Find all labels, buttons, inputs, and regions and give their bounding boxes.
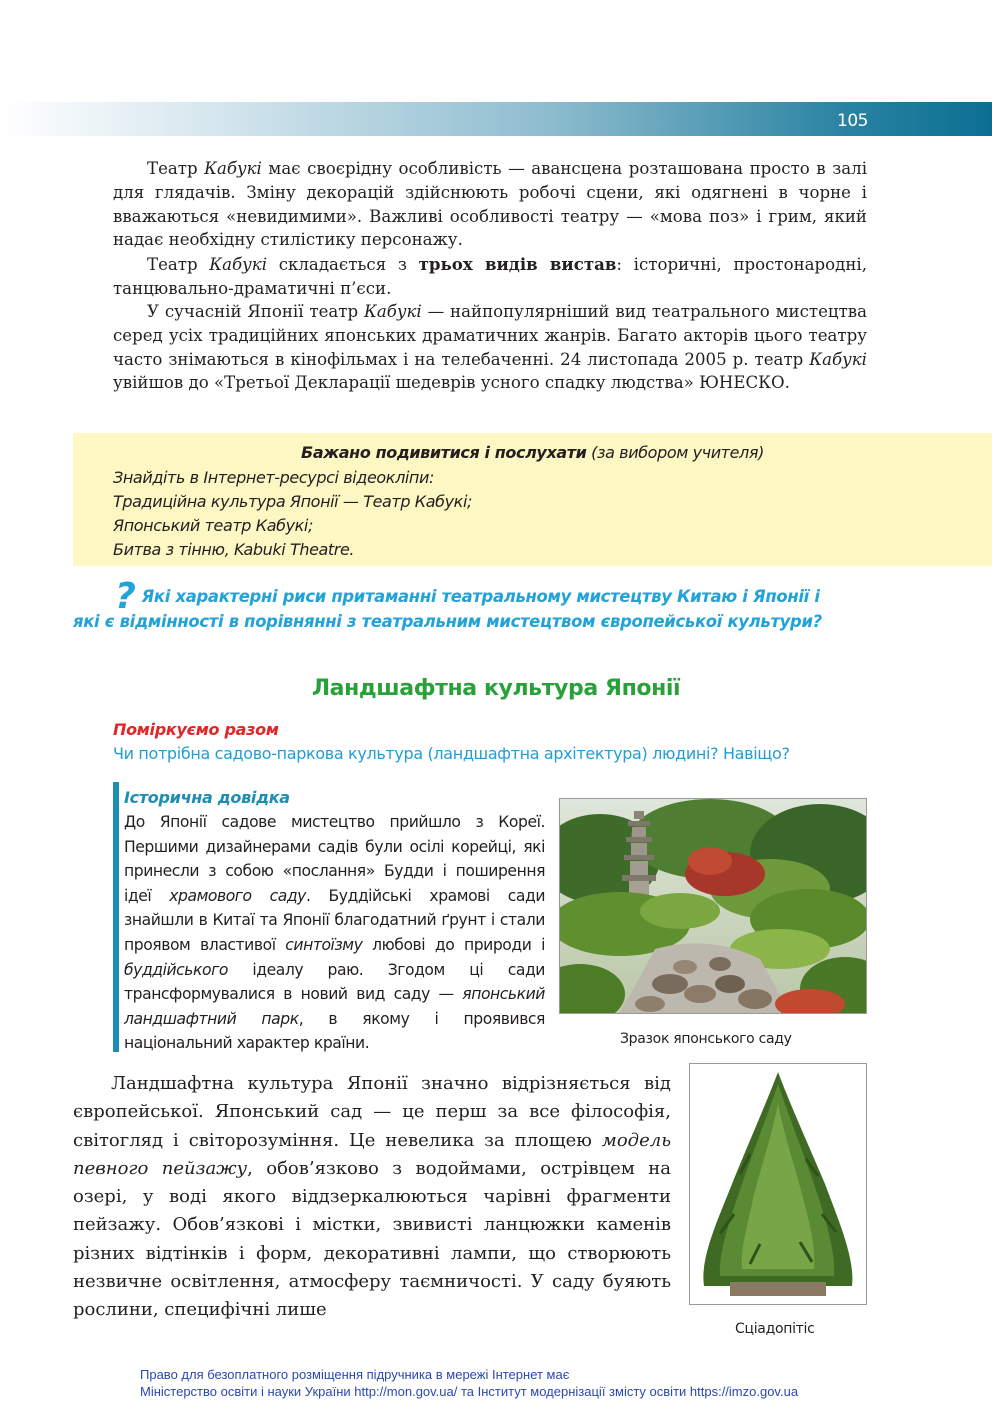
watch-box-line: Традиційна культура Японії — Театр Кабукі;: [113, 492, 472, 511]
watch-box-line: Знайдіть в Інтернет-ресурсі відеокліпи:: [113, 468, 434, 487]
garden-photo-caption: Зразок японського саду: [620, 1031, 792, 1047]
footer-line-2[interactable]: Міністерство освіти і науки України http://mon.gov.ua/ та Інститут модернізації змісту освіти https://imzo.gov.ua: [140, 1383, 799, 1399]
think-together-question: Чи потрібна садово-паркова культура (ландшафтна архітектура) людині? Навіщо?: [113, 744, 790, 763]
history-note-text: До Японії садове мистецтво прийшло з Кореї. Першими дизайнерами садів були осілі корейці, які принесли з собою «послання» Будди і поширення ідеї храмового саду. Буддійські храмові сади знайшли в Китаї та Японії благодатний ґрунт і стали проявом властивої синтоїзму любові до природи і буддійського ідеалу раю. Згодом ці сади трансформувалися в новий вид саду — японський ландшафтний парк, в якому і проявився національний характер країни.: [124, 813, 546, 1053]
japanese-garden-photo: [559, 798, 867, 1014]
landscape-paragraph: Ландшафтна культура Японії значно відрізняється від європейської. Японський сад — це перш за все філософія, світогляд і світорозуміння. Це невелика за площею модель певного пейзажу, обов’язково з водоймами, острівцем на озері, у воді якого віддзеркалюються чарівні фрагменти пейзажу. Обов’язкові і містки, звивисті ланцюжки каменів різних відтінків і форм, декоративні лампи, що створюють незвичне освітлення, атмосферу таємничості. У саду буяють рослини, специфічні лише: [73, 1073, 671, 1321]
tree-photo-caption: Сціадопітіс: [735, 1321, 815, 1337]
section-heading: Ландшафтна культура Японії: [311, 676, 681, 701]
watch-box-line: Битва з тінню, Kabuki Theatre.: [113, 540, 355, 559]
watch-and-listen-box: [73, 433, 992, 566]
kabuki-paragraph-2: Театр Кабукі складається з трьох видів вистав: історичні, простонародні, танцювально-драматичні п’єси.: [113, 254, 868, 298]
history-note-title: Історична довідка: [124, 788, 290, 807]
kabuki-paragraph-3: У сучасній Японії театр Кабукі — найпопулярніший вид театрального мистецтва серед усіх традиційних японських драматичних жанрів. Багато акторів цього театру часто знімаються в кінофільмах і на телебаченні. 24 листопада 2005 р. театр Кабукі увійшов до «Третьої Декларації шедеврів усного спадку людства» ЮНЕСКО.: [113, 302, 867, 393]
sciadopitys-tree-photo: [689, 1063, 867, 1305]
history-note-bar: [113, 782, 119, 1052]
footer-notice: [140, 1367, 798, 1400]
page-number: 105: [837, 111, 868, 131]
discussion-question: ? Які характерні риси притаманні театральному мистецтву Китаю і Японії і які є відмінності в порівнянні з театральним мистецтвом європейської культури?: [73, 576, 822, 631]
watch-box-line: Японський театр Кабукі;: [113, 516, 313, 535]
footer-line-1: Право для безоплатного розміщення підручника в мережі Інтернет має: [140, 1367, 570, 1382]
watch-box-title: Бажано подивитися і послухати (за вибором учителя): [301, 443, 764, 462]
think-together-title: Поміркуємо разом: [113, 720, 279, 739]
kabuki-paragraph-1: Театр Кабукі має своєрідну особливість — авансцена розташована просто в залі для глядачів. Зміну декорацій здійснюють робочі сцени, які одягнені в чорне і вважаються «невидимими». Важливі особливості театру — «мова поз» і грим, який надає необхідну стилістику персонажу.: [113, 159, 867, 250]
question-mark-icon: ?: [115, 576, 136, 617]
